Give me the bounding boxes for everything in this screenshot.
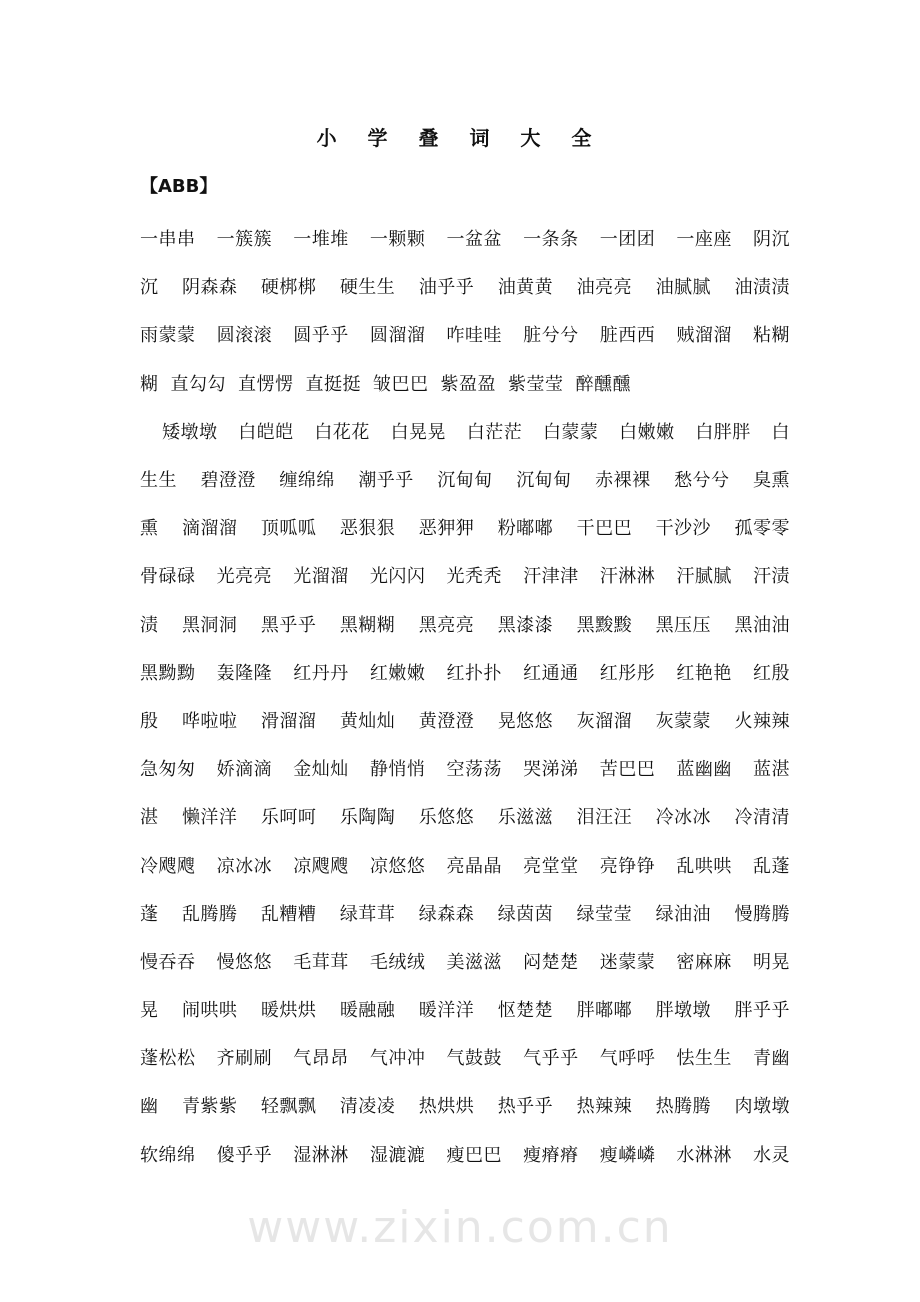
word: 愁兮兮 [674, 470, 730, 492]
word: 胖嘟嘟 [576, 1000, 633, 1022]
word: 白花花 [314, 421, 370, 443]
text-line [140, 1035, 790, 1083]
word: 汗渍 [753, 566, 790, 588]
word: 静悄悄 [369, 759, 426, 781]
word: 乱哄哄 [676, 855, 732, 877]
word: 蓬松松 [140, 1048, 196, 1070]
word: 明晃 [753, 951, 790, 973]
word: 冷冰冰 [655, 807, 712, 829]
word: 黑糊糊 [339, 614, 396, 636]
word: 蓝幽幽 [676, 759, 732, 781]
text-line [140, 650, 790, 698]
word: 油亮亮 [576, 277, 633, 299]
word: 迷蒙蒙 [599, 951, 656, 973]
word: 红通通 [523, 662, 579, 684]
word: 一簇簇 [216, 229, 273, 251]
word: 黑黢黢 [576, 614, 633, 636]
word: 绿茵茵 [497, 903, 554, 925]
word: 黄澄澄 [418, 710, 475, 732]
word: 气呼呼 [599, 1048, 656, 1070]
word: 慢吞吞 [140, 951, 196, 973]
word: 乐滋滋 [497, 807, 554, 829]
word: 热腾腾 [655, 1096, 712, 1118]
text-line [140, 794, 790, 842]
word: 傻乎乎 [216, 1144, 273, 1166]
word: 一颗颗 [369, 229, 426, 251]
word: 急匆匆 [140, 759, 196, 781]
word: 软绵绵 [140, 1144, 196, 1166]
word: 缠绵绵 [279, 470, 335, 492]
word: 沉 [140, 277, 159, 299]
text-line [140, 939, 790, 987]
word: 凉飕飕 [293, 855, 349, 877]
word: 沉甸甸 [516, 470, 572, 492]
word: 热乎乎 [497, 1096, 554, 1118]
word: 圆滚滚 [216, 325, 273, 347]
word: 慢悠悠 [216, 951, 273, 973]
text-line [140, 264, 790, 312]
word: 怄楚楚 [497, 1000, 554, 1022]
word: 火辣辣 [734, 710, 790, 732]
word: 臭熏 [753, 470, 790, 492]
word: 黑压压 [655, 614, 712, 636]
word: 乱腾腾 [181, 903, 238, 925]
word: 白胖胖 [695, 421, 751, 443]
word: 黑乎乎 [260, 614, 317, 636]
word: 殷 [140, 710, 159, 732]
word: 一团团 [599, 229, 656, 251]
word: 雨蒙蒙 [140, 325, 196, 347]
word: 恶狠狠 [339, 518, 396, 540]
text-line [140, 891, 790, 939]
word: 湛 [140, 807, 159, 829]
word: 粉嘟嘟 [497, 518, 554, 540]
page-title: 小 学 叠 词 大 全 [316, 126, 604, 150]
word: 气鼓鼓 [446, 1048, 502, 1070]
word: 阴沉 [753, 229, 790, 251]
word: 气乎乎 [523, 1048, 579, 1070]
word: 泪汪汪 [576, 807, 633, 829]
word: 懒洋洋 [181, 807, 238, 829]
word: 娇滴滴 [216, 759, 273, 781]
word: 黑亮亮 [418, 614, 475, 636]
word: 热辣辣 [576, 1096, 633, 1118]
word: 灰溜溜 [576, 710, 633, 732]
word: 密麻麻 [676, 951, 732, 973]
word: 毛茸茸 [293, 951, 349, 973]
word: 凉悠悠 [369, 855, 426, 877]
word: 熏 [140, 518, 159, 540]
word: 蓝湛 [753, 759, 790, 781]
word: 紫莹莹 [508, 373, 564, 395]
word: 汗腻腻 [676, 566, 732, 588]
word: 轰隆隆 [216, 662, 273, 684]
text-line [140, 409, 790, 457]
word: 冷清清 [734, 807, 790, 829]
word: 绿茸茸 [339, 903, 396, 925]
word: 乐陶陶 [339, 807, 396, 829]
word: 热烘烘 [418, 1096, 475, 1118]
word-list [140, 216, 790, 1180]
word: 湿漉漉 [369, 1144, 426, 1166]
word: 红彤彤 [599, 662, 656, 684]
word: 一串串 [140, 229, 196, 251]
word: 脏西西 [599, 325, 656, 347]
word: 青紫紫 [181, 1096, 238, 1118]
text-line [140, 746, 790, 794]
word: 乐呵呵 [260, 807, 317, 829]
word: 红丹丹 [293, 662, 349, 684]
word: 干巴巴 [576, 518, 633, 540]
word: 乱糟糟 [260, 903, 317, 925]
text-line [140, 602, 790, 650]
word: 闹哄哄 [181, 1000, 238, 1022]
text-line [140, 842, 790, 890]
word: 红扑扑 [446, 662, 502, 684]
word: 干沙沙 [655, 518, 712, 540]
word: 白皑皑 [238, 421, 294, 443]
word: 光溜溜 [293, 566, 349, 588]
word: 苦巴巴 [599, 759, 656, 781]
word: 生生 [140, 470, 177, 492]
word: 硬生生 [339, 277, 396, 299]
word: 光秃秃 [446, 566, 502, 588]
word: 白嫩嫩 [619, 421, 675, 443]
word: 油渍渍 [734, 277, 790, 299]
text-line [140, 216, 790, 264]
word: 圆乎乎 [293, 325, 349, 347]
word: 黄灿灿 [339, 710, 396, 732]
word: 直愣愣 [238, 373, 294, 395]
word: 阴森森 [181, 277, 238, 299]
word: 晃悠悠 [497, 710, 554, 732]
word: 直挺挺 [305, 373, 361, 395]
word: 脏兮兮 [523, 325, 579, 347]
word: 绿莹莹 [576, 903, 633, 925]
section-heading-abb: 【ABB】 [140, 176, 218, 197]
word: 胖墩墩 [655, 1000, 712, 1022]
word: 瘦嶙嶙 [599, 1144, 656, 1166]
word: 绿油油 [655, 903, 712, 925]
word: 水淋淋 [676, 1144, 732, 1166]
word: 闷楚楚 [523, 951, 579, 973]
word: 齐刷刷 [216, 1048, 273, 1070]
word: 糊 [140, 373, 159, 395]
word: 清凌凌 [339, 1096, 396, 1118]
word: 沉甸甸 [437, 470, 493, 492]
word: 湿淋淋 [293, 1144, 349, 1166]
word: 灰蒙蒙 [655, 710, 712, 732]
text-line [140, 505, 790, 553]
word: 咋哇哇 [446, 325, 502, 347]
word: 胖乎乎 [734, 1000, 790, 1022]
word: 碧澄澄 [200, 470, 256, 492]
word: 醉醺醺 [575, 373, 631, 395]
text-line [140, 553, 790, 601]
word: 肉墩墩 [734, 1096, 790, 1118]
watermark: www.zixin.com.cn [247, 1202, 673, 1253]
word: 毛绒绒 [369, 951, 426, 973]
word: 圆溜溜 [369, 325, 426, 347]
word: 瘦瘠瘠 [523, 1144, 579, 1166]
word: 一盆盆 [446, 229, 502, 251]
word: 哭涕涕 [523, 759, 579, 781]
word: 暖洋洋 [418, 1000, 475, 1022]
word: 渍 [140, 614, 159, 636]
word: 金灿灿 [293, 759, 349, 781]
word: 骨碌碌 [140, 566, 196, 588]
word: 白 [771, 421, 790, 443]
text-line [140, 361, 790, 409]
text-line [140, 457, 790, 505]
word: 乐悠悠 [418, 807, 475, 829]
word: 汗淋淋 [599, 566, 656, 588]
word: 暖融融 [339, 1000, 396, 1022]
word: 汗津津 [523, 566, 579, 588]
word: 慢腾腾 [734, 903, 790, 925]
word: 亮堂堂 [523, 855, 579, 877]
word: 瘦巴巴 [446, 1144, 502, 1166]
word: 滴溜溜 [181, 518, 238, 540]
word: 青幽 [753, 1048, 790, 1070]
word: 黑油油 [734, 614, 790, 636]
word: 硬梆梆 [260, 277, 317, 299]
text-line [140, 312, 790, 360]
word: 冷飕飕 [140, 855, 196, 877]
word: 粘糊 [753, 325, 790, 347]
word: 水灵 [753, 1144, 790, 1166]
word: 气冲冲 [369, 1048, 426, 1070]
word: 光闪闪 [369, 566, 426, 588]
word: 油黄黄 [497, 277, 554, 299]
word: 油腻腻 [655, 277, 712, 299]
word: 白晃晃 [390, 421, 447, 443]
word: 矮墩墩 [162, 421, 218, 443]
text-line [140, 698, 790, 746]
word: 红嫩嫩 [369, 662, 426, 684]
word: 美滋滋 [446, 951, 502, 973]
word: 一堆堆 [293, 229, 349, 251]
word: 蓬 [140, 903, 159, 925]
word: 一条条 [523, 229, 579, 251]
word: 红艳艳 [676, 662, 732, 684]
word: 贼溜溜 [676, 325, 732, 347]
word: 晃 [140, 1000, 159, 1022]
word: 顶呱呱 [260, 518, 317, 540]
word: 绿森森 [418, 903, 475, 925]
word: 恶狎狎 [418, 518, 475, 540]
text-line [140, 1132, 790, 1180]
word: 暖烘烘 [260, 1000, 317, 1022]
word: 红殷 [753, 662, 790, 684]
word: 直勾勾 [170, 373, 226, 395]
word: 黑漆漆 [497, 614, 554, 636]
word: 皱巴巴 [373, 373, 429, 395]
word: 滑溜溜 [260, 710, 317, 732]
word: 怯生生 [676, 1048, 732, 1070]
word: 黑洞洞 [181, 614, 238, 636]
word: 白茫茫 [466, 421, 523, 443]
word: 空荡荡 [446, 759, 502, 781]
word: 亮晶晶 [446, 855, 502, 877]
word: 油乎乎 [418, 277, 475, 299]
word: 黑黝黝 [140, 662, 196, 684]
word: 气昂昂 [293, 1048, 349, 1070]
word: 轻飘飘 [260, 1096, 317, 1118]
word: 紫盈盈 [440, 373, 496, 395]
word: 哗啦啦 [181, 710, 238, 732]
word: 光亮亮 [216, 566, 273, 588]
word: 白蒙蒙 [542, 421, 599, 443]
word: 一座座 [676, 229, 732, 251]
word: 凉冰冰 [216, 855, 273, 877]
word: 幽 [140, 1096, 159, 1118]
word: 亮铮铮 [599, 855, 656, 877]
word: 孤零零 [734, 518, 790, 540]
word: 潮乎乎 [358, 470, 414, 492]
text-line [140, 987, 790, 1035]
word: 赤裸裸 [595, 470, 651, 492]
word: 乱蓬 [753, 855, 790, 877]
text-line [140, 1083, 790, 1131]
